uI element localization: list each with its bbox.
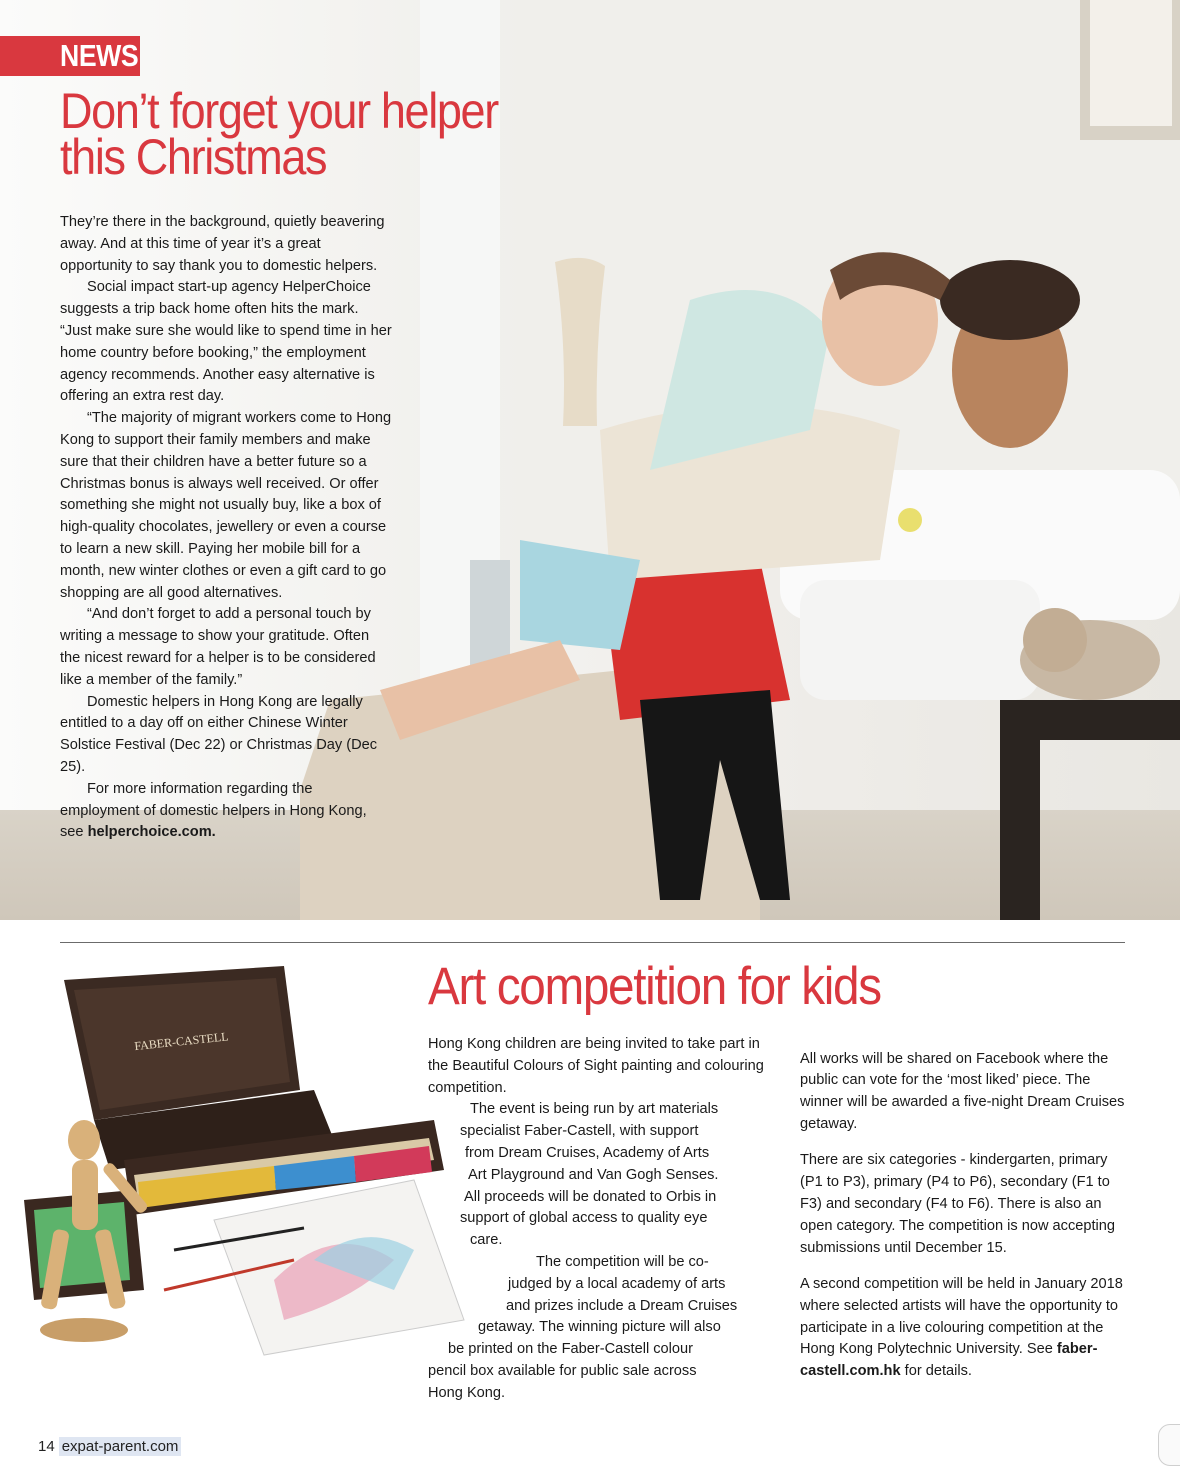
- paragraph: [428, 1099, 768, 1252]
- page-footer: [38, 1438, 181, 1455]
- text-line: The event is being run by art materials: [470, 1101, 719, 1118]
- section-tag-label: NEWS: [60, 38, 139, 73]
- text-line: getaway. The winning picture will also: [478, 1319, 721, 1336]
- text-line: and prizes include a Dream Cruises: [506, 1297, 738, 1314]
- site-link[interactable]: expat-parent.com: [59, 1437, 182, 1456]
- text-line: All proceeds will be donated to Orbis in: [464, 1188, 717, 1205]
- text-line: from Dream Cruises, Academy of Arts: [465, 1144, 710, 1161]
- section-tag: [0, 36, 140, 76]
- helperchoice-link[interactable]: helperchoice.com.: [87, 824, 216, 841]
- paragraph: Social impact start-up agency HelperChoice suggests a trip back home often hits the mark. “Just make sure she would like to spend time in her home country before booking,” the employment agency recommends. Another easy alternative is offering an extra rest day.: [60, 279, 392, 405]
- text-line: pencil box available for public sale across: [428, 1362, 697, 1379]
- paragraph: There are six categories - kindergarten, primary (P1 to P3), primary (P4 to P6), secondary (F1 to F3) and secondary (F4 to F6). There is also an open category. The competition is now accepting submissions until December 15.: [800, 1152, 1116, 1256]
- paragraph-text: A second competition will be held in January 2018 where selected artists will have the opportunity to participate in a live colouring competition at the Hong Kong Polytechnic University. See: [800, 1275, 1123, 1358]
- text-line: judged by a local academy of arts: [508, 1275, 726, 1292]
- paragraph: They’re there in the background, quietly beavering away. And at this time of year it’s a great opportunity to say thank you to domestic helpers.: [60, 214, 385, 274]
- paragraph-tail: for details.: [900, 1363, 972, 1380]
- article-column-1: [428, 1034, 768, 1405]
- page-corner-widget: [1158, 1424, 1180, 1466]
- paragraph: All works will be shared on Facebook where the public can vote for the ‘most liked’ piece. The winner will be awarded a five-night Dream Cruises getaway.: [800, 1050, 1125, 1132]
- page-number: 14: [38, 1438, 55, 1455]
- section-divider: [60, 942, 1125, 943]
- text-line: support of global access to quality eye: [460, 1210, 708, 1227]
- paragraph-text: For more information regarding the employment of domestic helpers in Hong Kong, see: [60, 780, 367, 841]
- paragraph: “The majority of migrant workers come to Hong Kong to support their family members and make sure that their children have a better future so a Christmas bonus is always well received. Or offer something she might not usually buy, like a box of high-quality chocolates, jewellery or even a course to learn a new skill. Paying her mobile bill for a month, new winter clothes or even a gift card to go shopping are all good alternatives.: [60, 410, 392, 601]
- text-line: care.: [470, 1232, 503, 1249]
- paragraph: Domestic helpers in Hong Kong are legally entitled to a day off on either Chinese Winter Solstice Festival (Dec 22) or Christmas Day (Dec 25).: [60, 693, 378, 775]
- paragraph: Hong Kong children are being invited to take part in the Beautiful Colours of Sight painting and colouring competition.: [428, 1036, 764, 1096]
- text-line: Hong Kong.: [428, 1384, 506, 1401]
- faber-castell-art-set-image: [14, 960, 484, 1360]
- text-line: specialist Faber-Castell, with support: [460, 1123, 699, 1140]
- paragraph: [428, 1252, 768, 1405]
- box-brand-label: FABER-CASTELL: [133, 1029, 230, 1054]
- article-headline: Don’t forget your helper this Christmas: [60, 83, 498, 185]
- faber-castell-link[interactable]: faber-castell.com.hk: [800, 1341, 1098, 1380]
- paragraph: “And don’t forget to add a personal touch by writing a message to show your gratitude. Often the nicest reward for a helper is to be considered like a member of the family.”: [60, 606, 376, 688]
- text-line: be printed on the Faber-Castell colour: [448, 1341, 693, 1358]
- text-line: Art Playground and Van Gogh Senses.: [468, 1166, 719, 1183]
- article-column-2: [800, 1034, 1130, 1398]
- article-body: [60, 212, 392, 844]
- paragraph: [800, 1274, 1130, 1383]
- article-headline: Art competition for kids: [428, 957, 881, 1016]
- paragraph: [60, 779, 392, 844]
- text-line: The competition will be co-: [536, 1253, 709, 1270]
